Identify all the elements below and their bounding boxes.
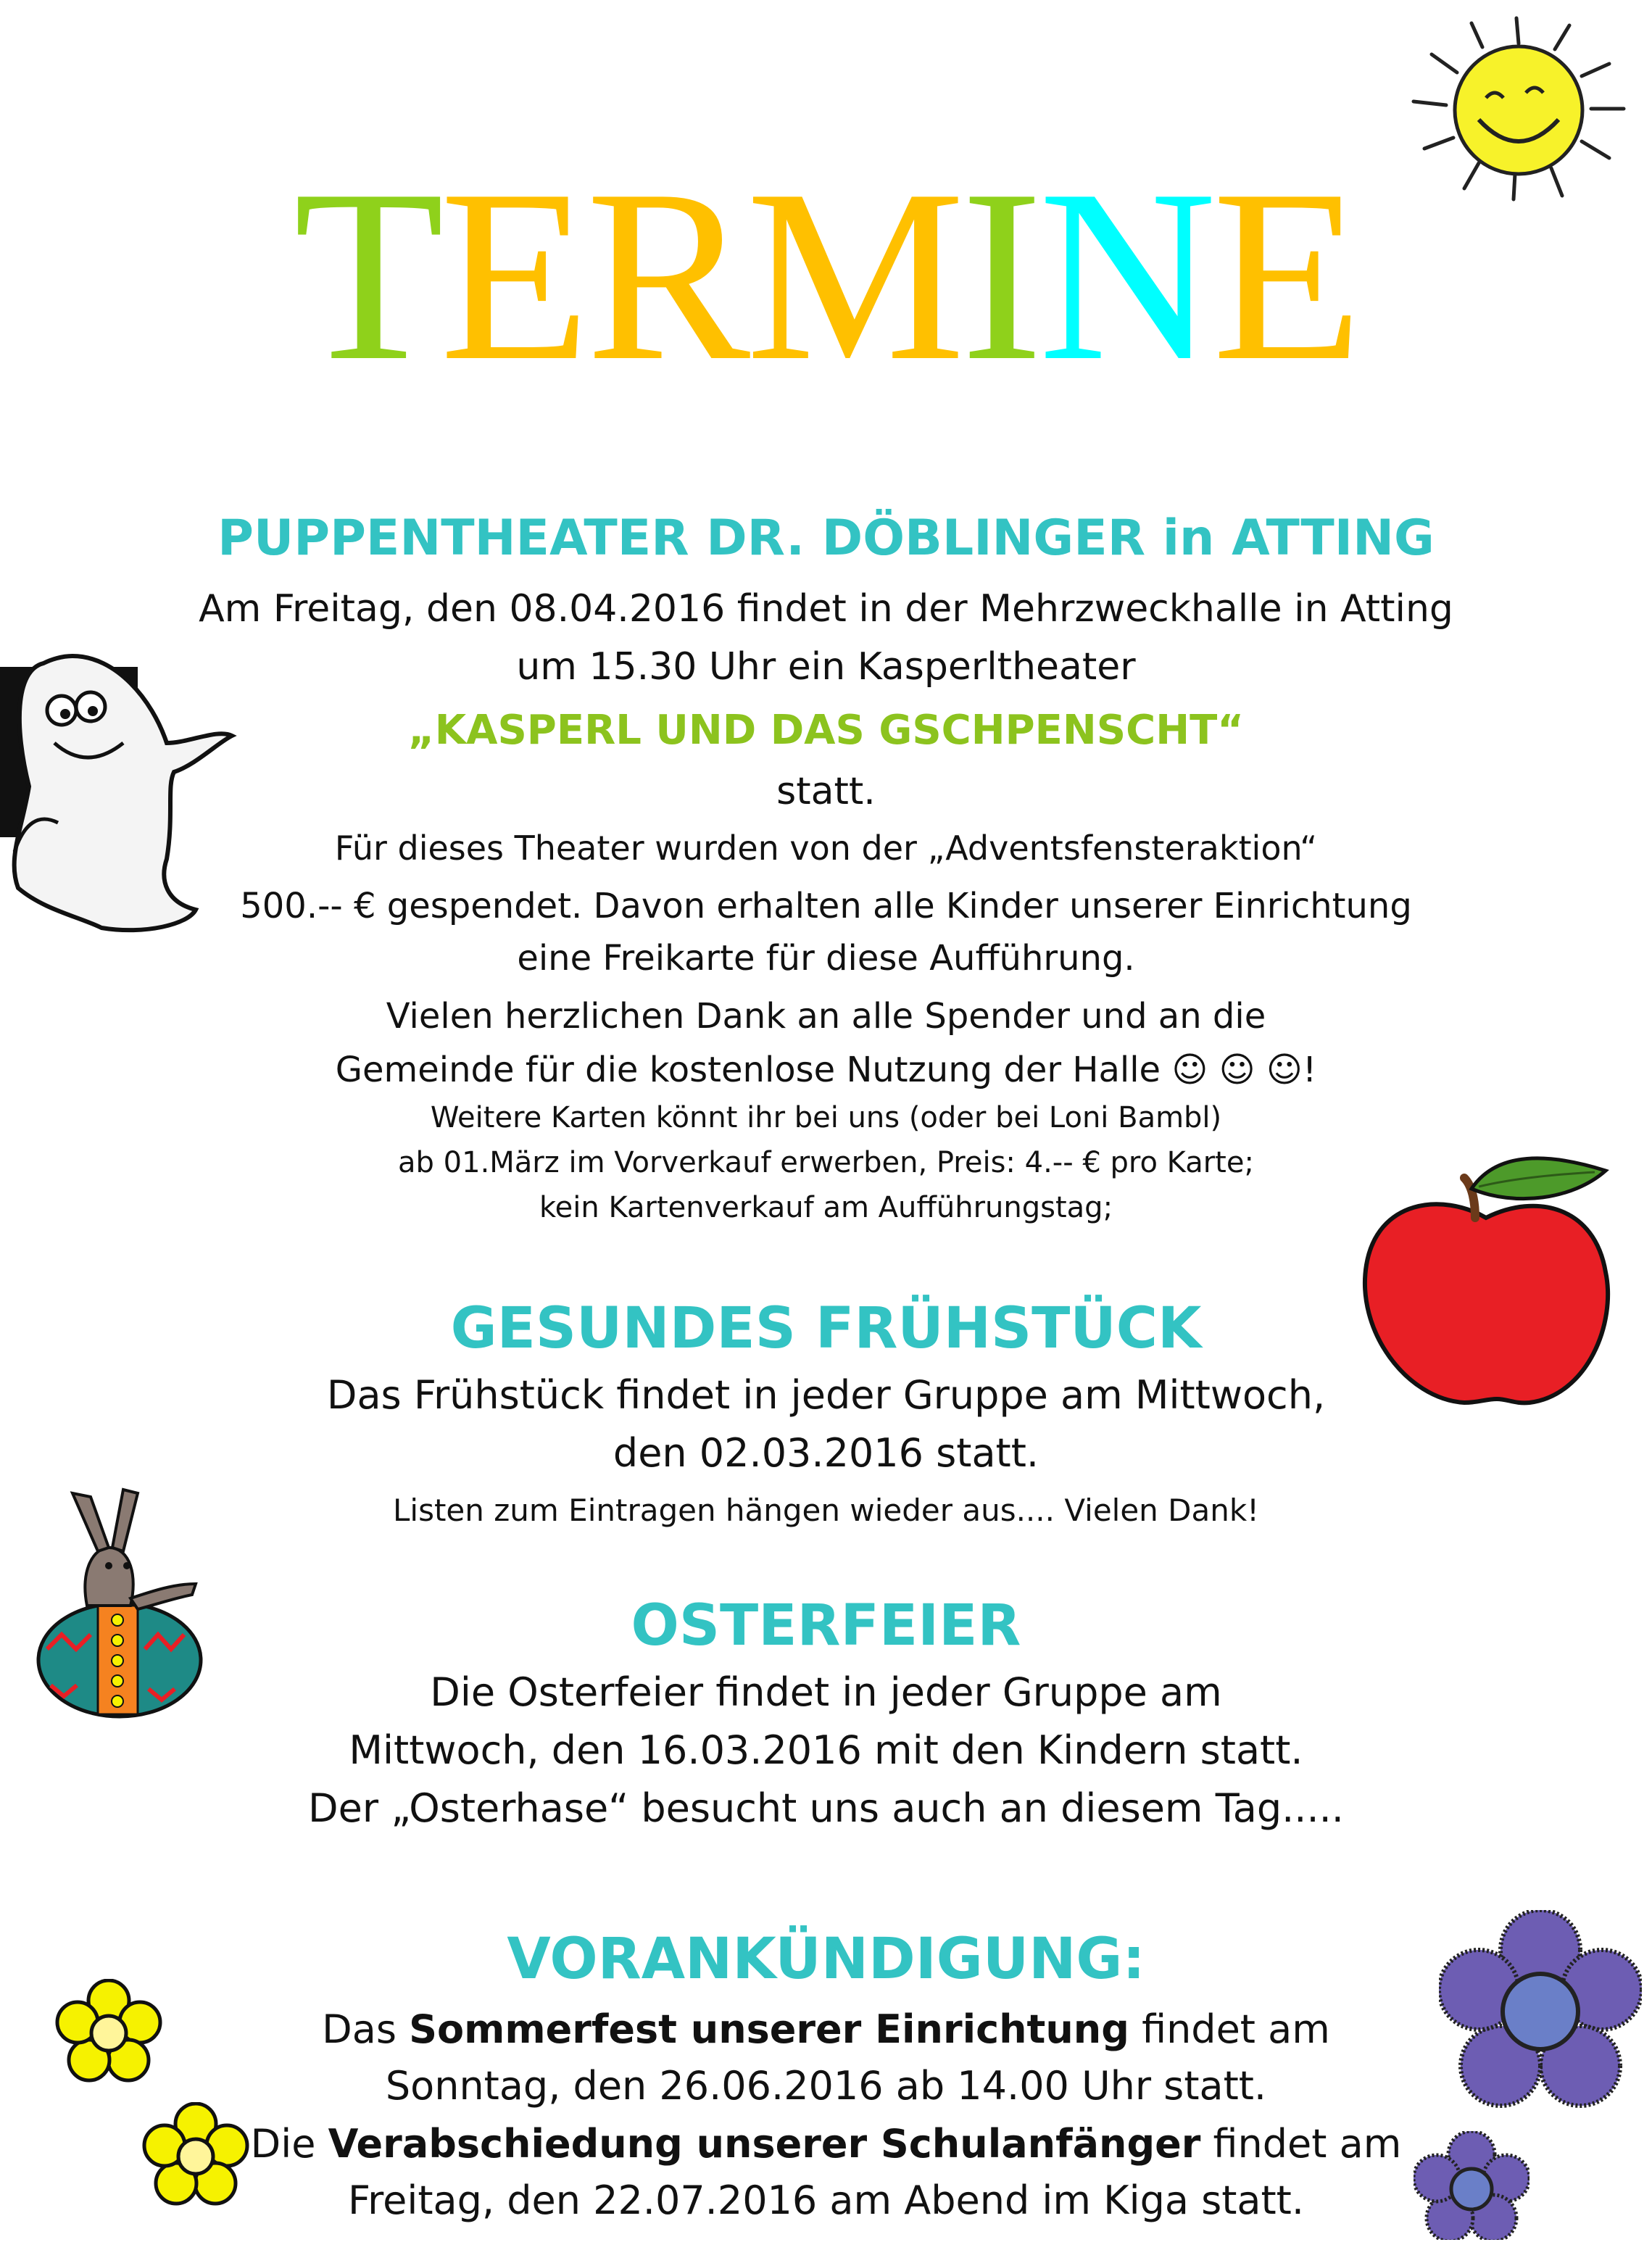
puppet-line: eine Freikarte für diese Aufführung. (517, 938, 1135, 979)
title-letter: N (1038, 138, 1213, 412)
puppet-line: statt. (776, 770, 876, 813)
puppet-line: Am Freitag, den 08.04.2016 findet in der Mehrzweckhalle in Atting (199, 587, 1453, 631)
preview-text: Die (250, 2121, 328, 2167)
puppet-line: Gemeinde für die kostenlose Nutzung der Halle ☺ ☺ ☺! (335, 1050, 1317, 1090)
puppet-line: Für dieses Theater wurden von der „Adventsfensteraktion“ (334, 829, 1318, 868)
preview-heading: VORANKÜNDIGUNG: (507, 1927, 1145, 1992)
title-letter: T (294, 138, 440, 412)
easter-line: Mittwoch, den 16.03.2016 mit den Kindern statt. (349, 1727, 1303, 1773)
puppet-small: Weitere Karten könnt ihr bei uns (oder bei Loni Bambl) (430, 1101, 1222, 1134)
puppet-small: ab 01.März im Vorverkauf erwerben, Preis: 4.-- € pro Karte; (398, 1146, 1254, 1179)
title-letter: M (746, 138, 961, 412)
puppet-line: 500.-- € gespendet. Davon erhalten alle Kinder unserer Einrichtung (240, 886, 1412, 926)
easter-line: Der „Osterhase“ besucht uns auch an diesem Tag..... (308, 1785, 1344, 1831)
play-title: „KASPERL UND DAS GSCHPENSCHT“ (407, 707, 1245, 754)
puppet-line: um 15.30 Uhr ein Kasperltheater (516, 645, 1136, 689)
summer-fest-label: Sommerfest unserer Einrichtung (409, 2006, 1129, 2052)
breakfast-line: den 02.03.2016 statt. (613, 1430, 1039, 1476)
breakfast-line: Das Frühstück findet in jeder Gruppe am Mittwoch, (326, 1372, 1326, 1418)
preview-line: Sonntag, den 26.06.2016 ab 14.00 Uhr statt. (385, 2063, 1267, 2109)
breakfast-heading: GESUNDES FRÜHSTÜCK (450, 1296, 1202, 1361)
puppet-small: kein Kartenverkauf am Aufführungstag; (539, 1191, 1113, 1224)
preview-text: findet am (1200, 2121, 1402, 2167)
page-title (0, 138, 1652, 412)
title-letter: I (960, 138, 1039, 412)
preview-line (0, 2115, 1652, 2173)
farewell-label: Verabschiedung unserer Schulanfänger (328, 2121, 1201, 2167)
puppet-line: Vielen herzlichen Dank an alle Spender und an die (386, 996, 1266, 1037)
preview-text: findet am (1129, 2006, 1330, 2052)
puppet-heading: PUPPENTHEATER DR. DÖBLINGER in ATTING (217, 510, 1435, 567)
easter-line: Die Osterfeier findet in jeder Gruppe am (430, 1669, 1222, 1715)
preview-text: Das (322, 2006, 410, 2052)
title-letter: E (439, 138, 586, 412)
title-letter: R (586, 138, 747, 412)
easter-heading: OSTERFEIER (631, 1593, 1021, 1659)
breakfast-small: Listen zum Eintragen hängen wieder aus.... Vielen Dank! (393, 1493, 1259, 1528)
title-letter: E (1212, 138, 1358, 412)
preview-line (0, 2001, 1652, 2059)
preview-line: Freitag, den 22.07.2016 am Abend im Kiga statt. (347, 2178, 1305, 2223)
